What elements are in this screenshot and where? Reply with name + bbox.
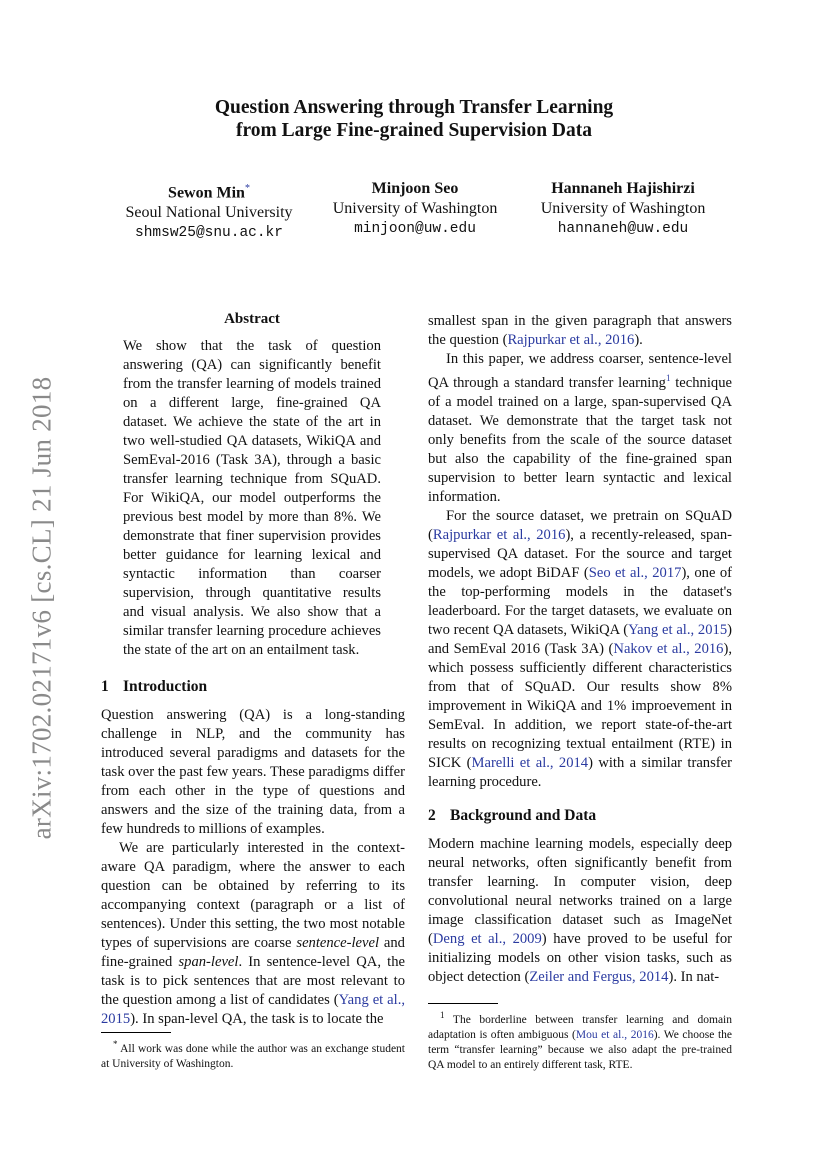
citation-link[interactable]: Marelli et al., 2014 xyxy=(471,754,589,771)
author-email: minjoon@uw.edu xyxy=(354,221,476,237)
citation-link[interactable]: Yang et al., 2015 xyxy=(628,621,728,638)
author-footnote-mark: * xyxy=(244,183,250,194)
author-3 xyxy=(518,179,728,239)
citation-link[interactable]: Rajpurkar et al., 2016 xyxy=(432,526,566,543)
author-name: Hannaneh Hajishirzi xyxy=(551,180,695,197)
right-column xyxy=(428,312,732,987)
arxiv-watermark: arXiv:1702.02171v6 [cs.CL] 21 Jun 2018 xyxy=(26,376,57,839)
left-column xyxy=(101,677,405,1029)
author-affiliation: University of Washington xyxy=(332,200,498,217)
intro-paragraph-1: Question answering (QA) is a long-standing challenge in NLP, and the community has introduced several paradigms and datasets for the task over the past few years. These paradigms differ from each other in the type of questions and answers and the size of the training data, from a few hundreds to millions of examples. xyxy=(101,707,405,837)
intro-paragraph-2: We are particularly interested in the context-aware QA paradigm, where the answer to each question can be obtained by referring to its accompanying context (paragraph or a list of sentences). Under this setting, the two most notable types of supervisions are coarse sentence-level and fine-grained span-level. In sentence-level QA, the task is to pick sentences that are most relevant to the question among a list of candidates (Yang et al., 2015). In span-level QA, the task is to locate the xyxy=(101,840,406,1027)
author-name: Sewon Min xyxy=(168,184,245,202)
citation-link[interactable]: Zeiler and Fergus, 2014 xyxy=(529,968,669,985)
footnote-author: * All work was done while the author was an exchange student at University of Washington. xyxy=(101,1039,406,1070)
citation-link[interactable]: Deng et al., 2009 xyxy=(432,930,542,947)
citation-link[interactable]: Yang et al., 2015 xyxy=(101,992,406,1027)
paragraph-continued: smallest span in the given paragraph that answers the question (Rajpurkar et al., 2016). xyxy=(428,313,732,348)
abstract xyxy=(123,310,381,660)
citation-link[interactable]: Nakov et al., 2016 xyxy=(613,640,724,657)
author-affiliation: Seoul National University xyxy=(125,204,293,222)
author-email: shmsw25@snu.ac.kr xyxy=(135,225,283,242)
footnote-ref[interactable]: 1 xyxy=(665,373,671,383)
author-name: Minjoon Seo xyxy=(371,180,459,197)
author-1 xyxy=(104,179,314,243)
title-line-1: Question Answering through Transfer Learning xyxy=(214,97,614,118)
footnote-1: $^1$ The borderline between transfer learning and domain adaptation is often ambiguous (Mou et al., 2016). We choose the term “transfer learning” because we also adapt the pre-trained QA model to an entirely different task, RTE. xyxy=(428,1010,732,1071)
citation-link[interactable]: Mou et al., 2016 xyxy=(575,1028,654,1041)
abstract-text: We show that the task of question answering (QA) can significantly benefit from the transfer learning of models trained on a different large, fine-grained QA dataset. We achieve the state of the art in two well-studied QA datasets, WikiQA and SemEval-2016 (Task 3A), through a basic transfer learning technique from SQuAD. For WikiQA, our model outperforms the previous best model by more than 8%. We demonstrate that finer supervision provides better guidance for learning lexical and syntactic information than coarser supervision, through quantitative results and visual analysis. We also show that a similar transfer learning procedure achieves the state of the art on an entailment task. xyxy=(123,338,381,658)
footnote-rule xyxy=(428,1003,498,1004)
section-heading-background: 2 Background and Data xyxy=(428,806,597,824)
paper-title xyxy=(0,96,828,142)
author-email: hannaneh@uw.edu xyxy=(557,221,689,237)
paragraph-this-paper: In this paper, we address coarser, sentence-level QA through a standard transfer learning$^1$ technique of a model trained on a large, span-supervised QA dataset. We demonstrate that the target task not only benefits from the scale of the source dataset but also the capability of the fine-grained span supervision to better learn syntactic and lexical information. xyxy=(428,351,732,505)
abstract-heading: Abstract xyxy=(224,311,280,327)
paragraph-source-dataset: For the source dataset, we pretrain on SQuAD (Rajpurkar et al., 2016), a recently-released, span-supervised QA dataset. For the source and target models, we adopt BiDAF (Seo et al., 2017), one of the top-performing models in the dataset's leaderboard. For the target datasets, we evaluate on two recent QA datasets, WikiQA (Yang et al., 2015) and SemEval 2016 (Task 3A) (Nakov et al., 2016), which possess sufficiently different characteristics from that of SQuAD. Our results show 8% improvement in WikiQA and 1% improevement in SemEval. In addition, we report state-of-the-art results on recognizing textual entailment (RTE) in SICK (Marelli et al., 2014) with a similar transfer learning procedure. xyxy=(428,507,732,790)
footnote-rule xyxy=(101,1032,171,1033)
section-heading-introduction: 1 Introduction xyxy=(101,678,208,695)
author-affiliation: University of Washington xyxy=(540,200,706,217)
citation-link[interactable]: Seo et al., 2017 xyxy=(588,564,682,581)
citation-link[interactable]: Rajpurkar et al., 2016 xyxy=(507,332,635,348)
title-line-2: from Large Fine-grained Supervision Data xyxy=(235,120,593,141)
paragraph-background: Modern machine learning models, especially deep neural networks, often significantly benefit from transfer learning. In computer vision, deep convolutional neural networks trained on a large image classification dataset such as ImageNet (Deng et al., 2009) have proved to be useful for initializing models on other vision tasks, such as object detection (Zeiler and Fergus, 2014). In nat- xyxy=(428,835,732,985)
author-2 xyxy=(310,179,520,239)
